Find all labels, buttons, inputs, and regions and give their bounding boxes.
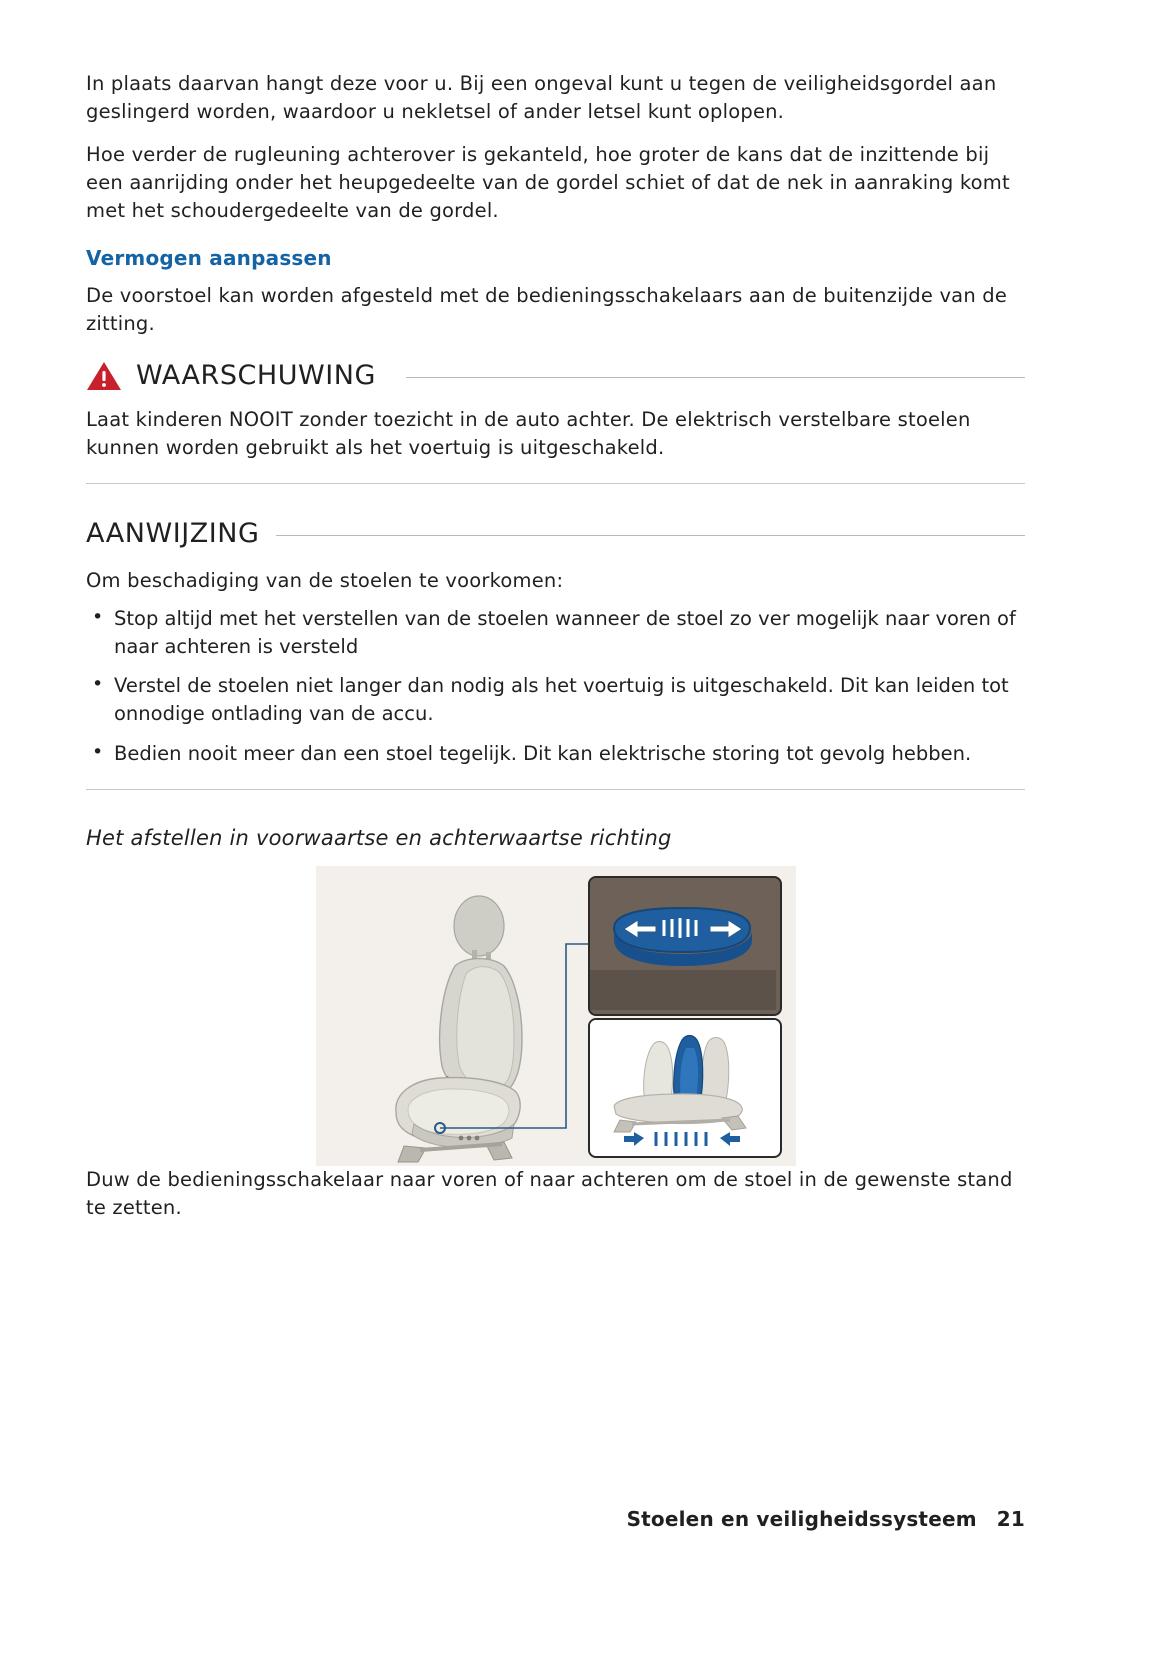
notice-divider xyxy=(86,789,1025,790)
warning-text: Laat kinderen NOOIT zonder toezicht in de auto achter. De elektrisch verstelbare stoelen kunnen worden gebruikt als het voertuig is uitgeschakeld. xyxy=(86,407,971,459)
warning-triangle-icon xyxy=(86,360,122,392)
footer-page-number: 21 xyxy=(996,1507,1025,1531)
warning-divider xyxy=(86,483,1025,484)
page-footer xyxy=(627,1507,1025,1531)
notice-header xyxy=(86,518,1025,549)
footer-chapter: Stoelen en veiligheidssysteem xyxy=(626,1507,977,1531)
warning-title: WAARSCHUWING xyxy=(136,360,376,392)
seat-control-switch-dots xyxy=(458,1136,479,1141)
notice-bullet-list xyxy=(86,605,1025,767)
positions-inset-panel xyxy=(588,1018,782,1158)
warning-rule xyxy=(406,377,1025,378)
paragraph-2: Hoe verder de rugleuning achterover is gekanteld, hoe groter de kans dat de inzittende bij een aanrijding onder het heupgedeelte van de gordel schiet of dat de nek in aanraking komt met het schoudergedeelte van de gordel. xyxy=(86,143,1010,222)
list-item: • Bedien nooit meer dan een stoel tegelijk. Dit kan elektrische storing tot gevolg hebben. xyxy=(86,740,1025,768)
subheading: Het afstellen in voorwaartse en achterwaartse richting xyxy=(86,826,672,851)
notice-block xyxy=(86,518,1025,790)
section-intro: De voorstoel kan worden afgesteld met de bedieningsschakelaars aan de buitenzijde van de zitting. xyxy=(86,284,1008,336)
notice-intro: Om beschadiging van de stoelen te voorkomen: xyxy=(86,569,564,593)
switch-inset-panel xyxy=(588,876,782,1016)
seat-positions-illustration xyxy=(590,1020,776,1152)
notice-rule xyxy=(276,535,1026,536)
figure-caption: Duw de bedieningsschakelaar naar voren of naar achteren om de stoel in de gewenste stand te zetten. xyxy=(86,1168,1013,1219)
warning-header xyxy=(86,360,1025,392)
notice-title: AANWIJZING xyxy=(86,518,260,550)
list-item: • Stop altijd met het verstellen van de stoelen wanneer de stoel zo ver mogelijk naar voren of naar achteren is versteld xyxy=(86,605,1025,660)
section-heading: Vermogen aanpassen xyxy=(86,246,332,271)
seat-control-switch-illustration xyxy=(590,878,776,1010)
paragraph-1: In plaats daarvan hangt deze voor u. Bij een ongeval kunt u tegen de veiligheidsgordel aan geslingerd worden, waardoor u nekletsel of ander letsel kunt oplopen. xyxy=(86,72,997,123)
warning-block xyxy=(86,360,1025,484)
figure-seat-adjustment xyxy=(316,866,796,1166)
list-item: • Verstel de stoelen niet langer dan nodig als het voertuig is uitgeschakeld. Dit kan leiden tot onnodige ontlading van de accu. xyxy=(86,672,1025,727)
